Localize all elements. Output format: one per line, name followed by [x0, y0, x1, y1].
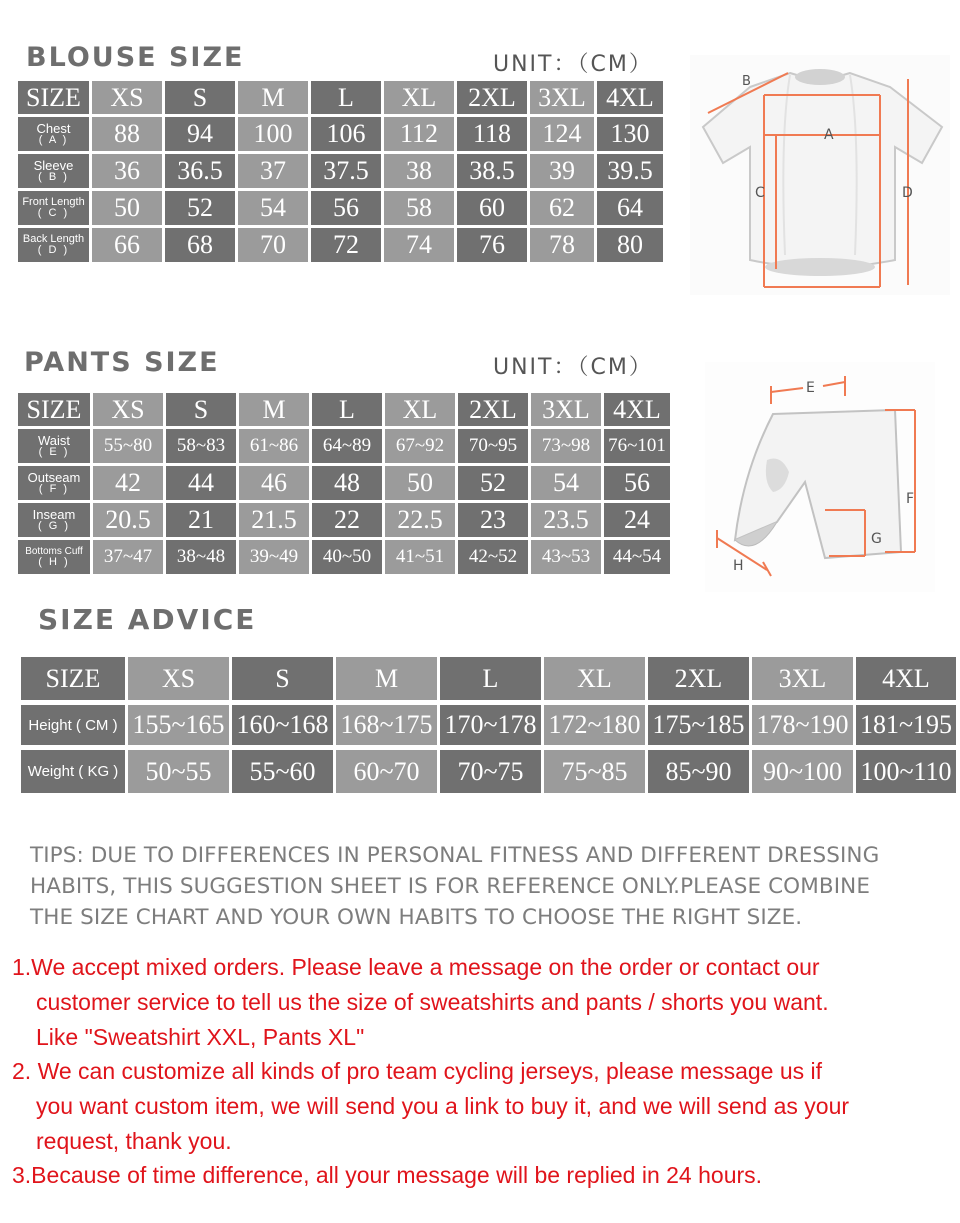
advice-header-cell: 3XL: [752, 657, 853, 700]
advice-value-cell: 55~60: [232, 750, 333, 793]
blouse-header-cell: S: [165, 81, 235, 114]
pants-value-cell: 44: [166, 466, 236, 500]
note-line: request, thank you.: [36, 1128, 232, 1154]
note-line: 3.Because of time difference, all your message will be replied in 24 hours.: [12, 1162, 763, 1188]
pants-value-cell: 42: [93, 466, 163, 500]
tips-line: TIPS: DUE TO DIFFERENCES IN PERSONAL FITNESS AND DIFFERENT DRESSING: [30, 843, 880, 868]
advice-value-cell: 50~55: [128, 750, 229, 793]
row-label-text: Sleeve: [33, 158, 74, 173]
blouse-header-cell: L: [311, 81, 381, 114]
advice-header-cell: 4XL: [856, 657, 956, 700]
advice-header-cell: M: [336, 657, 437, 700]
pants-row-label: [18, 540, 90, 574]
pants-value-cell: 24: [604, 503, 670, 537]
blouse-size-table: [18, 81, 663, 262]
blouse-value-cell: 88: [92, 117, 162, 151]
blouse-size-title: BLOUSE SIZE: [26, 42, 245, 73]
pants-value-cell: 41~51: [385, 540, 455, 574]
blouse-header-cell: M: [238, 81, 308, 114]
blouse-value-cell: 56: [311, 191, 381, 225]
diagram-label-f: F: [906, 491, 915, 507]
blouse-value-cell: 36: [92, 154, 162, 188]
blouse-header-cell: 2XL: [457, 81, 527, 114]
tips-line: THE SIZE CHART AND YOUR OWN HABITS TO CHOOSE THE RIGHT SIZE.: [30, 905, 803, 930]
blouse-value-cell: 36.5: [165, 154, 235, 188]
size-advice-title: SIZE ADVICE: [38, 603, 257, 636]
pants-size-table: [18, 393, 670, 574]
advice-header-cell: SIZE: [21, 657, 125, 700]
advice-header-cell: L: [440, 657, 541, 700]
row-label-text: Outseam: [27, 470, 81, 485]
advice-value-cell: 172~180: [544, 705, 645, 745]
diagram-label-e: E: [806, 380, 815, 396]
pants-header-cell: XL: [385, 393, 455, 426]
blouse-value-cell: 62: [530, 191, 594, 225]
blouse-row-label: [18, 191, 89, 225]
pants-header-cell: 3XL: [531, 393, 601, 426]
blouse-value-cell: 70: [238, 228, 308, 262]
note-customize: [12, 1054, 957, 1159]
blouse-value-cell: 39.5: [597, 154, 663, 188]
diagram-label-h: H: [733, 558, 744, 574]
advice-header-cell: XL: [544, 657, 645, 700]
pants-value-cell: 21.5: [239, 503, 309, 537]
pants-value-cell: 39~49: [239, 540, 309, 574]
pants-value-cell: 23: [458, 503, 528, 537]
blouse-value-cell: 130: [597, 117, 663, 151]
advice-value-cell: 70~75: [440, 750, 541, 793]
blouse-header-cell: 4XL: [597, 81, 663, 114]
blouse-header-cell: SIZE: [18, 81, 89, 114]
advice-value-cell: 155~165: [128, 705, 229, 745]
advice-header-cell: XS: [128, 657, 229, 700]
note-line: 2. We can customize all kinds of pro team cycling jerseys, please message us if: [12, 1058, 823, 1084]
blouse-value-cell: 39: [530, 154, 594, 188]
advice-value-cell: 160~168: [232, 705, 333, 745]
pants-row-label: [18, 466, 90, 500]
advice-value-cell: 100~110: [856, 750, 956, 793]
row-label-text: Bottoms Cuff: [25, 545, 83, 557]
pants-value-cell: 22: [312, 503, 382, 537]
blouse-value-cell: 37: [238, 154, 308, 188]
advice-row-label-weight: Weight ( KG ): [21, 750, 125, 793]
pants-value-cell: 54: [531, 466, 601, 500]
blouse-value-cell: 78: [530, 228, 594, 262]
pants-value-cell: 21: [166, 503, 236, 537]
row-label-code: ( H ): [38, 555, 70, 568]
blouse-value-cell: 66: [92, 228, 162, 262]
pants-value-cell: 42~52: [458, 540, 528, 574]
diagram-label-b: B: [742, 74, 751, 89]
pants-value-cell: 48: [312, 466, 382, 500]
row-label-text: Front Length: [22, 196, 85, 208]
pants-value-cell: 56: [604, 466, 670, 500]
note-line: customer service to tell us the size of sweatshirts and pants / shorts you want.: [36, 989, 829, 1015]
blouse-value-cell: 100: [238, 117, 308, 151]
advice-value-cell: 60~70: [336, 750, 437, 793]
jersey-measurement-diagram: [690, 55, 950, 295]
note-mixed-orders: [12, 950, 957, 1055]
blouse-value-cell: 118: [457, 117, 527, 151]
advice-value-cell: 175~185: [648, 705, 749, 745]
blouse-row-label: [18, 228, 89, 262]
blouse-value-cell: 106: [311, 117, 381, 151]
pants-value-cell: 37~47: [93, 540, 163, 574]
pants-value-cell: 23.5: [531, 503, 601, 537]
pants-value-cell: 44~54: [604, 540, 670, 574]
blouse-value-cell: 72: [311, 228, 381, 262]
row-label-text: Chest: [36, 121, 71, 136]
blouse-value-cell: 52: [165, 191, 235, 225]
note-line: you want custom item, we will send you a link to buy it, and we will send as your: [36, 1093, 850, 1119]
pants-value-cell: 50: [385, 466, 455, 500]
blouse-header-cell: 3XL: [530, 81, 594, 114]
note-reply-time: [12, 1158, 957, 1193]
note-line: Like "Sweatshirt XXL, Pants XL": [36, 1024, 365, 1050]
blouse-value-cell: 124: [530, 117, 594, 151]
diagram-label-d: D: [902, 185, 913, 201]
pants-header-cell: 4XL: [604, 393, 670, 426]
row-label-code: ( G ): [38, 520, 70, 532]
blouse-value-cell: 74: [384, 228, 454, 262]
pants-value-cell: 61~86: [239, 429, 309, 463]
blouse-unit-label: UNIT：（CM）: [493, 52, 653, 77]
row-label-code: ( B ): [38, 171, 69, 183]
blouse-value-cell: 38.5: [457, 154, 527, 188]
blouse-value-cell: 50: [92, 191, 162, 225]
advice-header-cell: 2XL: [648, 657, 749, 700]
advice-value-cell: 170~178: [440, 705, 541, 745]
pants-value-cell: 70~95: [458, 429, 528, 463]
pants-value-cell: 40~50: [312, 540, 382, 574]
advice-value-cell: 168~175: [336, 705, 437, 745]
pants-value-cell: 22.5: [385, 503, 455, 537]
note-line: 1.We accept mixed orders. Please leave a message on the order or contact our: [12, 954, 820, 980]
blouse-value-cell: 76: [457, 228, 527, 262]
pants-value-cell: 67~92: [385, 429, 455, 463]
blouse-value-cell: 68: [165, 228, 235, 262]
blouse-value-cell: 58: [384, 191, 454, 225]
pants-size-title: PANTS SIZE: [24, 347, 220, 378]
blouse-row-label: [18, 117, 89, 151]
pants-header-cell: L: [312, 393, 382, 426]
row-label-code: ( D ): [37, 244, 70, 256]
pants-header-cell: XS: [93, 393, 163, 426]
pants-value-cell: 46: [239, 466, 309, 500]
pants-value-cell: 58~83: [166, 429, 236, 463]
advice-value-cell: 178~190: [752, 705, 853, 745]
row-label-code: ( A ): [38, 134, 69, 146]
blouse-row-label: [18, 154, 89, 188]
row-label-text: Back Length: [22, 233, 85, 245]
row-label-code: ( F ): [38, 483, 70, 495]
row-label-code: ( E ): [38, 446, 70, 458]
pants-measurement-diagram: [705, 362, 935, 592]
advice-value-cell: 85~90: [648, 750, 749, 793]
tips-line: HABITS, THIS SUGGESTION SHEET IS FOR REFERENCE ONLY.PLEASE COMBINE: [30, 874, 871, 899]
pants-row-label: [18, 503, 90, 537]
tips-paragraph: [30, 840, 950, 933]
pants-value-cell: 20.5: [93, 503, 163, 537]
advice-value-cell: 181~195: [856, 705, 956, 745]
row-label-code: ( C ): [37, 207, 70, 219]
advice-value-cell: 90~100: [752, 750, 853, 793]
row-label-text: Inseam: [32, 507, 76, 522]
pants-value-cell: 43~53: [531, 540, 601, 574]
blouse-header-cell: XS: [92, 81, 162, 114]
pants-value-cell: 73~98: [531, 429, 601, 463]
blouse-value-cell: 64: [597, 191, 663, 225]
pants-row-label: [18, 429, 90, 463]
blouse-value-cell: 37.5: [311, 154, 381, 188]
blouse-header-cell: XL: [384, 81, 454, 114]
diagram-label-c: C: [755, 185, 765, 201]
pants-value-cell: 52: [458, 466, 528, 500]
blouse-value-cell: 60: [457, 191, 527, 225]
pants-value-cell: 64~89: [312, 429, 382, 463]
pants-header-cell: S: [166, 393, 236, 426]
blouse-value-cell: 38: [384, 154, 454, 188]
blouse-value-cell: 80: [597, 228, 663, 262]
pants-header-cell: 2XL: [458, 393, 528, 426]
advice-value-cell: 75~85: [544, 750, 645, 793]
pants-unit-label: UNIT：（CM）: [493, 355, 653, 380]
pants-value-cell: 55~80: [93, 429, 163, 463]
advice-row-label-height: Height ( CM ): [21, 705, 125, 745]
diagram-label-a: A: [824, 127, 834, 143]
diagram-label-g: G: [871, 531, 882, 547]
pants-value-cell: 76~101: [604, 429, 670, 463]
blouse-value-cell: 112: [384, 117, 454, 151]
row-label-text: Waist: [37, 433, 71, 448]
pants-header-cell: SIZE: [18, 393, 90, 426]
advice-header-cell: S: [232, 657, 333, 700]
size-advice-table: [21, 657, 956, 793]
blouse-value-cell: 54: [238, 191, 308, 225]
blouse-value-cell: 94: [165, 117, 235, 151]
pants-value-cell: 38~48: [166, 540, 236, 574]
pants-header-cell: M: [239, 393, 309, 426]
